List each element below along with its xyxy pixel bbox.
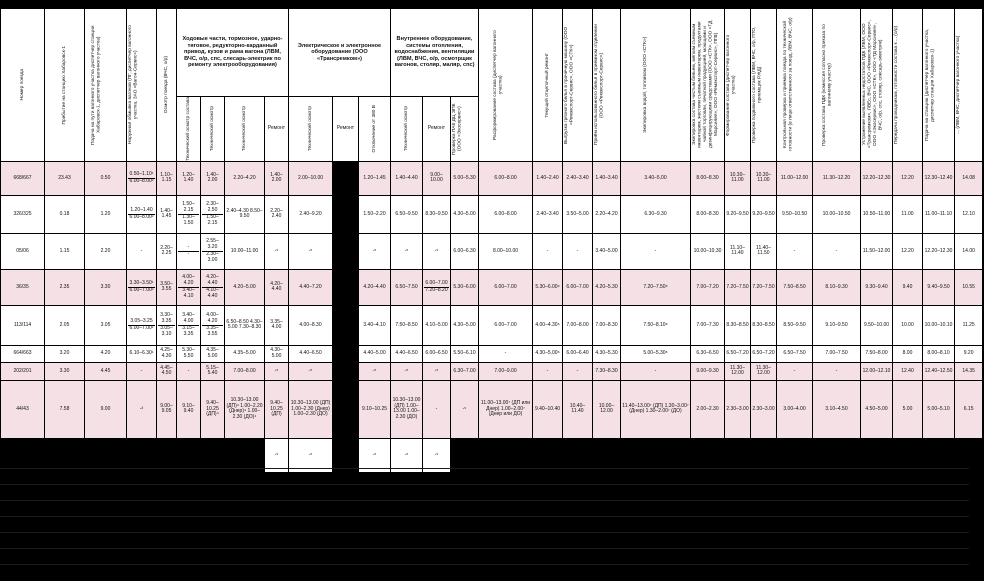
table-row: 668/667 23.43 0.50 0.50–1.10¹ 6.00–8.00² 1.10–1.15 1.20–1.40 1.40–2.00 2.20–4.20 1.40–2.00 2.00–10.00 1.20–1.45 1.40–4.40 9.00–10.00 5.00–5.30 6.00–8.00 1.40–2.40 2.40–3.40 1.40–3.40 3.40–5.00 8.00–8.30 10.30–11.00 10.30–11.00 11.00–12.00 11.30–12.20 12.20–12.30 12.20 12.30–12.40 14.08 bbox=[1, 161, 983, 195]
col-laundry: Выгрузка грязного белья в прачечную машину (ООО «Ремэкспорт-Сервис», ООО «СТК») bbox=[563, 9, 593, 162]
top-strip bbox=[1, 1, 983, 9]
sub-e-repair: Ремонт bbox=[333, 97, 359, 162]
sub-tech-2: Технический осмотр bbox=[201, 97, 225, 162]
table-row: 202/201 3.30 4.45 - 4.45–4.50 - 5.15–5.40 7.00–8.00 -⁵ -⁵ -⁵ -⁵ -⁵ 6.30–7.00 7.00–9.00 - - 7.30–8.30 - 9.00–9.30 11.30–12.00 11.30–12.00 - - 12.00–12.10 12.40 12.40–12.50 14.35 bbox=[1, 362, 983, 380]
col-inspection: Осмотр поезда (ВЧС, о/р) bbox=[157, 9, 177, 162]
table-row: 326/325 0.18 1.20 1.20–1.40 6.00–8.00² 1.40–1.45 1.50–2.15 1.30–1.50 2.30–2.50 1.50–2.15 2.40–4.30 8.50–9.50 2.20–2.40 2.40–9.20 1.50–2.20 6.50–9.50 8.30–9.50 4.30–5.00 6.00–8.00 2.40–3.40 3.50–5.00 2.20–4.20 6.30–9.30 8.00–8.30 9.20–9.50 9.20–9.50 9.50–10.50 10.00–10.50 10.50–11.00 11.00 11.00–11.10 12.10 bbox=[1, 195, 983, 233]
col-supply: Подача на пути вагонного участка диспетчер станции Хабаровск-1, диспетчер вагонного участка) bbox=[85, 9, 127, 162]
col-stock-check: Проверка подвижного состава (ЛВМ, ВЧС, о/р, ПТО, приемщик РЖД) bbox=[751, 9, 777, 162]
sub-e-tech: Технический осмотр bbox=[289, 97, 333, 162]
sub-disconnect: Отключение от 380 В bbox=[359, 97, 391, 162]
col-arrival-station: Подача на станцию (диспетчер вагонного участка, диспетчер станции Хабаровск-1) bbox=[923, 9, 955, 162]
col-handover: Передача проводникам, готовности состава к ... (о/р) bbox=[893, 9, 923, 162]
col-linen: Приём использованного белья в приемном отделении (ООО «Ремэкспорт-Сервис») bbox=[593, 9, 621, 162]
sub-tech-3: Технический осмотр bbox=[225, 97, 265, 162]
sub-i-tech: Технический осмотр bbox=[391, 97, 423, 162]
table-row: 113/114 2.05 3.05 3.05–3.25 6.00–7.00² 3.30–3.35 3.05–3.10 3.40–4.00 3.15–3.35 4.00–4.20 3.35–3.55 6.50–8.50 4.30–5.00 7.30–8.30 3.35–4.00 4.00–8.30 3.40–4.10 7.50–8.50 4.10–5.00 4.30–5.00 6.00–7.00 4.00–4.30⁶ 7.00–8.00 7.00–8.30 7.50–8.10⁸ 7.00–7.30 8.30–8.50 8.30–8.50 8.50–9.50 9.10–9.50 9.50–10.00 10.00 10.00–10.10 11.25 bbox=[1, 305, 983, 345]
table-row: 44/43 7.58 9.00 -³ 9.00–9.05 9.10–9.40 9.40–10.25 (ДП)⁴ 10.30–13.00 (ДП)⁴ 1.00–2.20 (Днер)⁴ 1.00–2.30 (ДО)⁴ 9.40–10.25 (ДП) 10.30–13.00 (ДП) 1.00–2.30 (Днер) 1.00–2.30 (ДО) 9.10–10.25 10.30–13.00 (ДП) 1.00–13.00 1.00–2.30 (ДО) - -⁵ 11.00–13.00⁷ (ДП или Днер) 1.00–2.00⁷ (Днер или ДО) 9.40–10.40 10.40–11.40 10.00–12.00 11.40–13.00⁷ (ДП) 1.30–3.00⁷ (Днер) 1.30–2.00⁷ (ДО) 2.00–2.30 2.30–3.00 2.30–3.00 3.00–4.00 3.10–4.50 4.50–5.00 5.00 5.00–5.10 6.15 bbox=[1, 380, 983, 438]
group-running-gear: Ходовые части, тормозное, ударно-тяговое, редукторно-карданный привод, кузов и рама вагона (ЛВМ, ВЧС, о/р, спс, слесарь-электрик по ремонту электрооборудования) bbox=[177, 9, 289, 97]
group-internal: Внутреннее оборудование, системы отопления, водоснабжения, вентиляции (ЛВМ, ВЧС, о/р, осмотрщик вагонов, столяр, маляр, спс) bbox=[391, 9, 479, 97]
col-water: Экипировка водой, топливом (ООО «СТК») bbox=[621, 9, 691, 162]
sub-pak: Проверка ПАК ДЦ ЭПК (ООО «Экосервис») bbox=[451, 97, 479, 162]
col-reforming: Расформирование состава (диспетчер вагонного участка) bbox=[479, 9, 533, 162]
col-loading: Экипировка состава чистым бельем, мягким съемным инвентарем, жестким съемным инвентарем, продуктами чайной торговли, печатной продукцией, моющими и дезинфицирующими средствами (ООО «СТК», ООО «ТД Марсилея», ООО «Ремэкспорт-Сервис», ПГВ) bbox=[691, 9, 725, 162]
col-train-number: Номер поезда bbox=[1, 9, 45, 162]
col-control-receipt: Проверка состава ПДК (комиссия согласно приказа по вагонному участку) bbox=[813, 9, 861, 162]
sub-tech-1: Технический осмотр состава bbox=[177, 97, 201, 162]
sub-i-repair: Ремонт bbox=[423, 97, 451, 162]
col-current-repair: Текущий отцепочный ремонт bbox=[533, 9, 563, 162]
col-washing: Наружная обмывка вагонов (ПГ, диспетчер вагонного участка, ЗАО «Вагон-Сервис») bbox=[127, 9, 157, 162]
sub-repair: Ремонт bbox=[265, 97, 289, 162]
table-row: 664/663 3.20 4.20 6.10–6.30¹ 4.25–4.30 5.30–5.50 4.35–5.00 4.35–5.00 4.30–5.00 4.40–6.50 4.40–5.00 4.40–6.50 6.00–6.50 5.50–6.10 - 4.30–5.00⁶ 6.00–6.40 4.30–5.30 5.00–5.30⁸ 6.30–6.50 6.50–7.20 6.50–7.20 6.50–7.50 7.00–7.50 7.50–8.00 8.00 8.00–8.10 9.20 bbox=[1, 345, 983, 362]
col-crew: ... (ЛВМ, ВЧС, диспетчер вагонного участка) bbox=[955, 9, 983, 162]
footnote-row: -⁵ -⁵ -⁵ -⁵ -⁵ bbox=[1, 438, 983, 472]
table-row: 36/35 2.35 3.30 3.30–3.50¹ 6.00–7.00² 3.50–3.55 4.00–4.20 3.40–4.10 4.20–4.40 4.10–4.40 4.20–5.00 4.20–4.40 4.40–7.20 4.20–4.40 6.50–7.50 6.00–7.00 7.20–8.20 5.30–6.00 6.00–7.00 5.30–6.00⁶ 6.00–7.00 4.20–5.30 7.20–7.50⁸ 7.00–7.20 7.20–7.50 7.20–7.50 7.50–8.50 8.10–9.30 9.30–9.40 9.40 9.40–9.50 10.55 bbox=[1, 269, 983, 305]
col-forming: Формирование состава (диспетчер вагонного участка) bbox=[725, 9, 751, 162]
table-row: 05/06 1.15 2.20 - 2.20–2.25 - - 2.55–3.20 2.30–3.00 10.00–11.00 -⁵ -⁵ -⁵ -⁵ -⁵ 6.00–6.30 8.00–10.00 - - 3.40–5.00 - 10.00–10.30 11.10–11.40 11.40–11.50 - - 11.50–12.00 12.20 12.20–12.30 14.00 bbox=[1, 233, 983, 269]
col-defects: Устранение выявленных недостатков ПДК (ЛВМ, ООО «Трансремком», ЛВЕс, ВЧС, ООО «Ремэкспорт-Сервис», ООО «Экосервис», ООО «СТК», ООО «ТД Марсилея», ВЧС, о/р, спс, столяр, слесарь-электрик) bbox=[861, 9, 893, 162]
group-electric: Электрическое и электронное оборудование (ООО «Трансремком») bbox=[289, 9, 391, 97]
col-arrival: Прибытие на станцию Хабаровск-1 bbox=[45, 9, 85, 162]
col-checks: Контрольная проверка и приемка поезда по технической готовности (в лице ответственного за поезд, ЛВМ, ВЧС, о/р) bbox=[777, 9, 813, 162]
cell-train: 668/667 bbox=[1, 161, 45, 195]
